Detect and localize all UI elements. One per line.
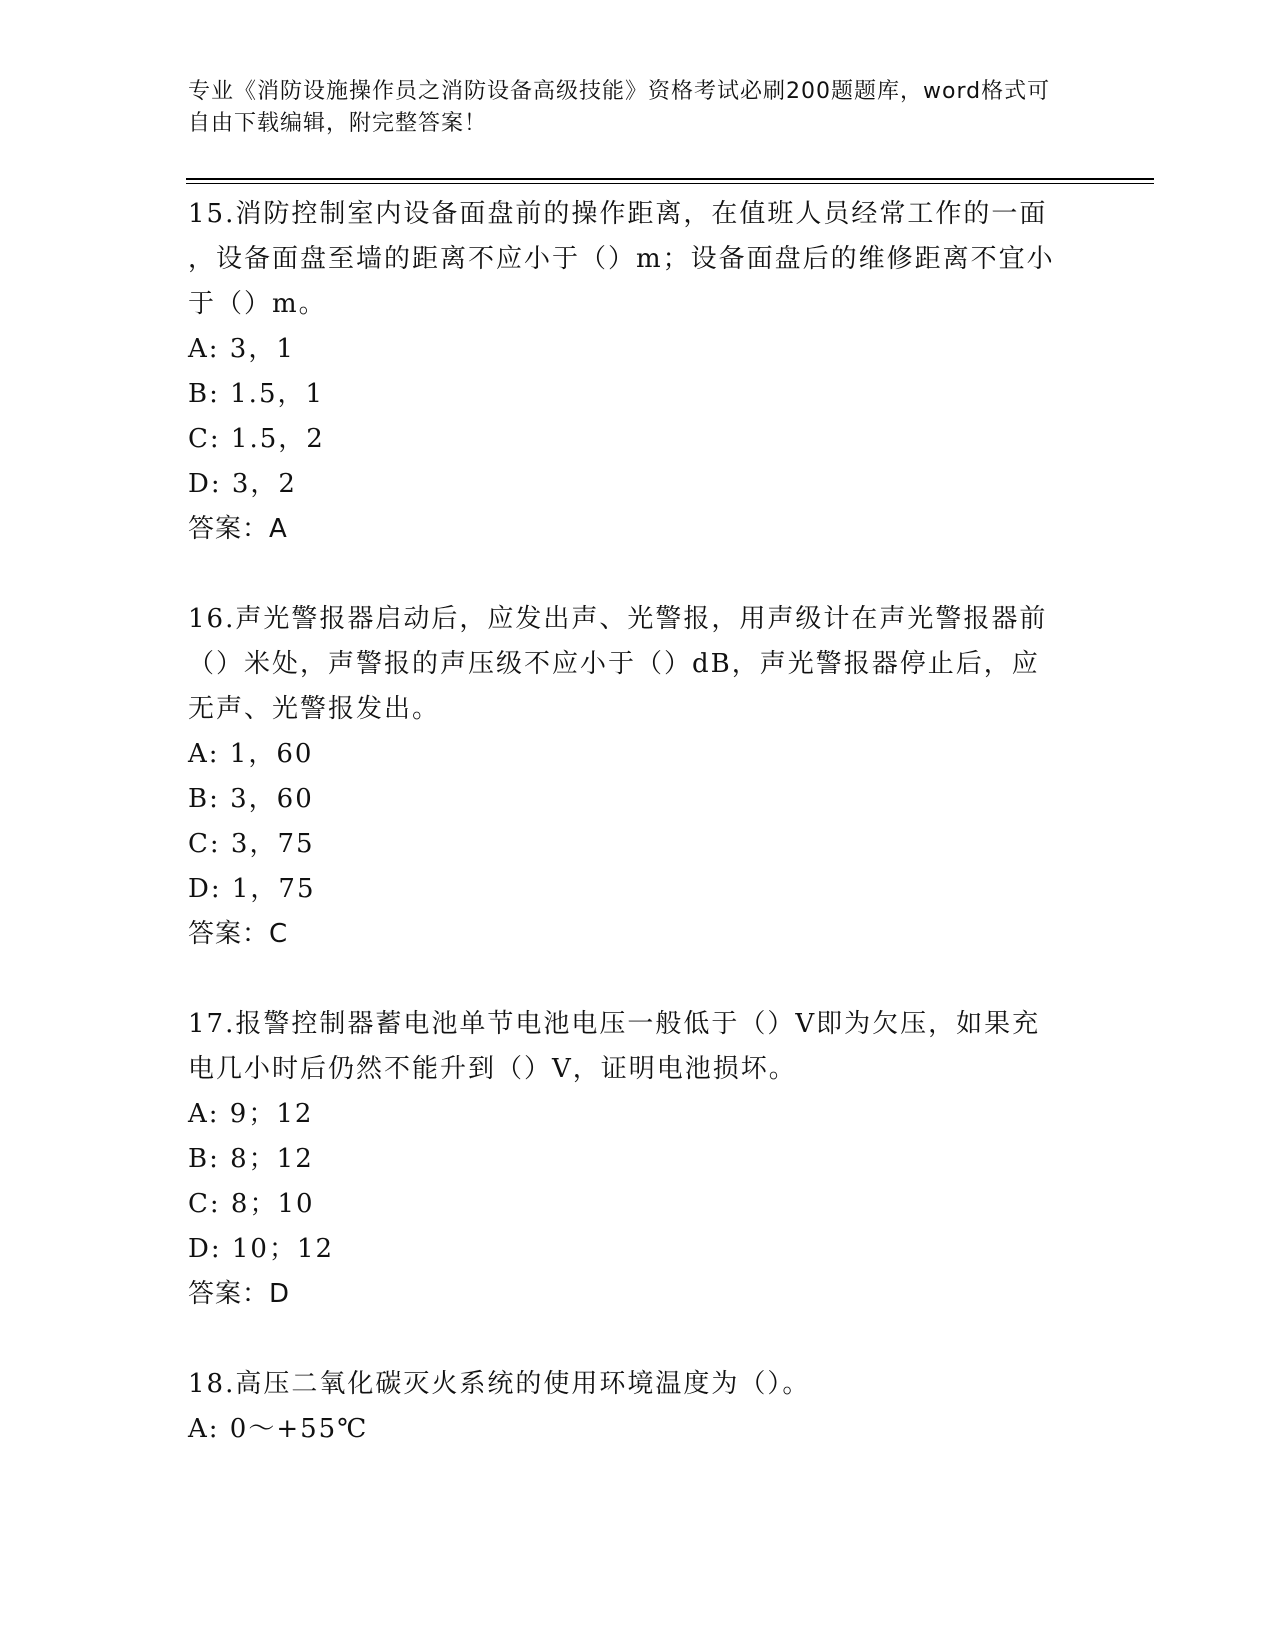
question-stem-line: 16.声光警报器启动后，应发出声、光警报，用声级计在声光警报器前 bbox=[188, 604, 1048, 634]
option-d: D: 3，2 bbox=[188, 469, 297, 499]
answer: 答案：C bbox=[188, 919, 289, 949]
document-header: 专业《消防设施操作员之消防设备高级技能》资格考试必刷200题题库，word格式可自由下载编辑，附完整答案！ bbox=[188, 79, 1051, 136]
question-18 bbox=[188, 1362, 1088, 1452]
option-b: B: 8；12 bbox=[188, 1144, 314, 1174]
answer: 答案：A bbox=[188, 514, 288, 544]
question-spacer bbox=[188, 552, 1088, 597]
option-a: A: 3，1 bbox=[188, 334, 295, 364]
option-d: D: 1，75 bbox=[188, 874, 316, 904]
question-16 bbox=[188, 597, 1088, 957]
option-b: B: 3，60 bbox=[188, 784, 314, 814]
option-a: A: 9；12 bbox=[188, 1099, 314, 1129]
question-spacer bbox=[188, 957, 1088, 1002]
option-a: A: 0～+55℃ bbox=[188, 1414, 369, 1444]
option-c: C: 1.5，2 bbox=[188, 424, 325, 454]
option-c: C: 3，75 bbox=[188, 829, 315, 859]
question-15 bbox=[188, 192, 1088, 552]
question-stem-line: 无声、光警报发出。 bbox=[188, 694, 441, 724]
option-c: C: 8；10 bbox=[188, 1189, 315, 1219]
option-d: D: 10；12 bbox=[188, 1234, 335, 1264]
question-spacer bbox=[188, 1317, 1088, 1362]
question-list bbox=[188, 192, 1088, 1452]
question-stem-line: ，设备面盘至墙的距离不应小于（）m；设备面盘后的维修距离不宜小 bbox=[188, 244, 1055, 274]
header-divider-thin bbox=[186, 183, 1154, 184]
question-stem-line: 电几小时后仍然不能升到（）V，证明电池损坏。 bbox=[188, 1054, 797, 1084]
option-a: A: 1，60 bbox=[188, 739, 314, 769]
question-stem-line: 18.高压二氧化碳灭火系统的使用环境温度为（）。 bbox=[188, 1369, 811, 1399]
question-17 bbox=[188, 1002, 1088, 1317]
question-stem-line: 15.消防控制室内设备面盘前的操作距离，在值班人员经常工作的一面 bbox=[188, 199, 1048, 229]
header-divider-thick bbox=[186, 178, 1154, 180]
option-b: B: 1.5，1 bbox=[188, 379, 325, 409]
question-stem-line: 于（）m。 bbox=[188, 289, 327, 319]
question-stem-line: （）米处，声警报的声压级不应小于（）dB，声光警报器停止后，应 bbox=[188, 649, 1040, 679]
question-stem-line: 17.报警控制器蓄电池单节电池电压一般低于（）V即为欠压，如果充 bbox=[188, 1009, 1041, 1039]
answer: 答案：D bbox=[188, 1279, 291, 1309]
